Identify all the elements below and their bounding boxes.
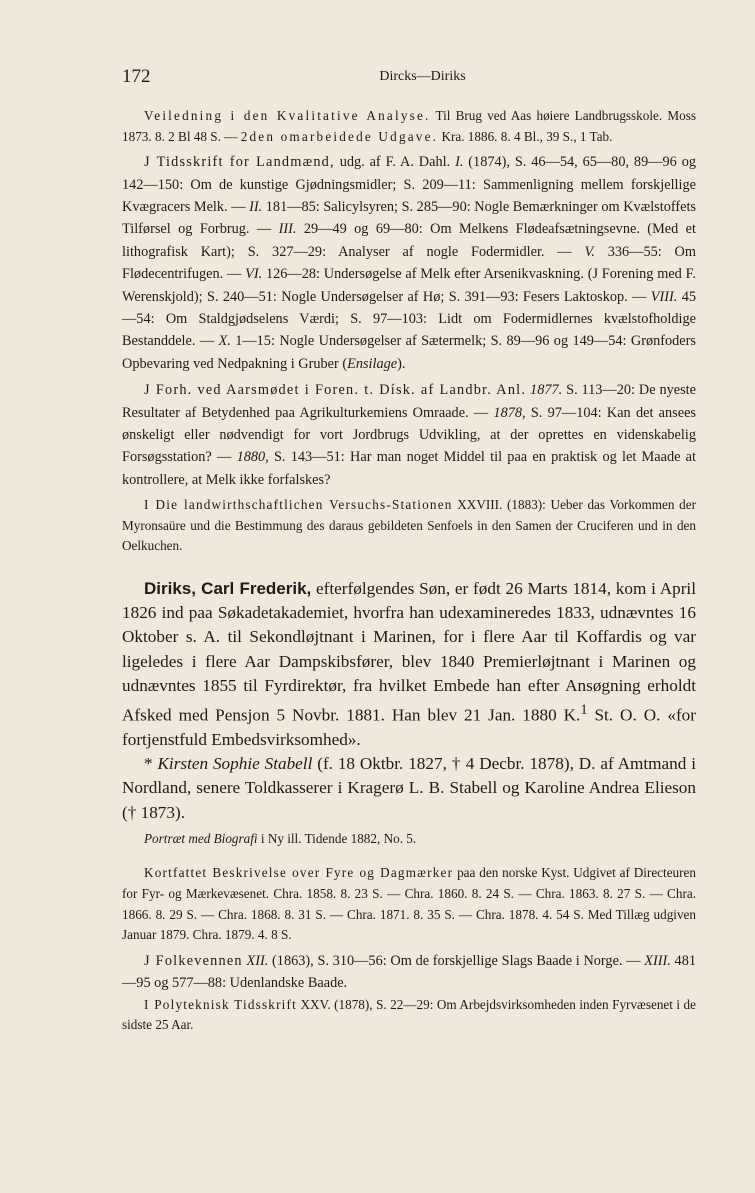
work-title: Kortfattet Beskrivelse over Fyre og Dagmærker [144,865,454,881]
entry-text: S. 97—104: Kan det ansees ønskeligt eller nødvendigt for vort Jordbrugs Udvikling, at der oprettes en videnskabelig Forsøgsstation? — [122,404,696,466]
page-header [122,66,693,90]
journal-title: J Forh. ved Aarsmødet i Foren. t. Dísk. af Landbr. Anl. [144,382,527,399]
volume-label: III. [278,221,297,238]
portrait-text: i Ny ill. Tidende 1882, No. 5. [257,830,417,846]
entry-text: 336—55: Om Flødecentrifugen. — [122,243,697,283]
volume-label: II. [249,199,263,215]
entry-text: ). [397,355,406,372]
work-text: paa den norske Kyst. Udgivet af Directeuren for Fyr- og Mærkevæsenet. Chra. 1858. 8. 23 S. — Chra. 1860. 8. 24 S. — Chra. 1863. 8. 27 S. — Chra. 1866. 8. 29 S. — Chra. 1868. 8. 31 S. — Chra. 1871. 8. 35 S. — Chra. 1878. 4. 54 S. Med Tillæg udgiven Januar 1879. Chra. 1879. 4. 8 S. [122,865,696,943]
work-text: XXV. (1878), S. 22—29: Om Arbejdsvirksomheden inden Fyrvæsenet i de sidste 25 Aar. [122,996,696,1033]
entry-kvalitative-analyse [122,106,696,147]
page-number: 172 [122,66,151,87]
entry-text: S. 113—20: De nyeste Resultater af Betydenhed paa Agrikulturkemiens Omraade. — [122,382,697,421]
year-label: 1880, [236,449,269,466]
journal-title: J Tidsskrift for Landmænd, [144,154,335,171]
biography-carl-frederik-diriks [122,577,696,752]
volume-label: V. [584,243,595,260]
work-fyre-dagmaerker [122,863,696,945]
work-polyteknisk [122,995,696,1036]
work-folkevennen [122,950,696,995]
entry-text: 181—85: Salicylsyren; S. 285—90: Nogle Bemærkninger om Kvælstoffets Tilførsel og Forbrug. — [122,199,697,238]
volume-label: VI. [245,266,263,283]
person-name: Diriks, Carl Frederik, [144,579,312,599]
entry-aarsmodet [122,379,696,491]
bio-text: efterfølgendes Søn, er født 26 Marts 1814, kom i April 1826 ind paa Søkadetakademiet, hvorfra han udexamineredes 1833, udnævntes 16 Oktober s. A. til Sekondløjtnant i Marinen, for i flere Aar til Koffardis og var ligeledes i flere Aar Dampskibsfører, blev 1840 Premierløjtnant i Marinen og udnævntes 1855 til Fyrdirektør, fra hvilket Embede han efter Ansøgning erholdt Afsked med Pensjon 5 Novbr. 1881. Han blev 21 Jan. 1880 K. [122,579,696,725]
page-body [122,106,696,1036]
journal-title: I Die landwirthschaftlichen Versuchs-Stationen [144,497,453,513]
spouse-text: (f. 18 Oktbr. 1827, † 4 Decbr. 1878), D. af Amtmand i Nordland, senere Toldkasserer i Kragerø L. B. Stabell og Karoline Andrea Elieson († 1873). [122,754,696,822]
work-text: 481—95 og 577—88: Udenlandske Baade. [122,952,696,992]
volume-label: XIII. [644,952,671,969]
entry-text: 29—49 og 69—80: Om Melkens Flødeafsætningsevne. (Med et lithografisk Kart); S. 327—29: Analyser af nogle Fodermidler. — [122,221,696,260]
running-title: Dircks—Diriks [379,69,466,84]
entry-tail: Kra. 1886. 8. 4 Bl., 39 S., 1 Tab. [438,128,613,144]
year-label: 1878, [493,404,526,421]
entry-text: 1—15: Nogle Undersøgelser af Sætermelk; S. 89—96 og 149—54: Grønfoders Opbevaring ved Nedpakning i Gruber ( [122,333,696,372]
spouse-name: Kirsten Sophie Stabell [157,754,313,774]
entry-text: (1874), S. 46—54, 65—80, 89—96 og 142—150: Om de kunstige Gjødningsmidler; S. 209—11: Sammenligning mellem forskjellige Kvægracers Melk. — [122,154,696,215]
ensilage-term: Ensilage [347,355,398,372]
entry-versuchs-stationen [122,495,696,557]
spouse-paragraph [122,752,696,825]
work-text: (1863), S. 310—56: Om de forskjellige Slags Baade i Norge. — [268,952,645,969]
bio-text: St. O. O. «for fortjenstfuld Embedsvirksomhed». [122,705,696,750]
volume-label: X. [218,333,231,350]
entry-tidsskrift-landmaend [122,151,696,375]
entry-text: XXVIII. (1883): Ueber das Vorkommen der Myronsaüre und die Bestimmung des daraus gebildeten Senfoels in den Samen der Cruciferen und in den Oelkuchen. [122,497,697,554]
year-label: 1877. [530,382,563,399]
volume-label: VIII. [650,288,678,305]
journal-title: J Folkevennen [144,952,243,969]
portrait-label: Portræt med Biografi [144,830,258,846]
entry-text: Til Brug ved Aas høiere Landbrugsskole. Moss 1873. 8. 2 Bl 48 S. — [122,108,696,144]
entry-text: udg. af F. A. Dahl. [334,154,456,171]
entry-text: 126—28: Undersøgelse af Melk efter Arsenikvaskning. (J Forening med F. Werenskjold); S. 240—51: Nogle Undersøgelser af Hø; S. 391—93: Fesers Laktoskop. — [122,266,696,305]
journal-title: I Polyteknisk Tidsskrift [144,996,298,1012]
entry-text: 45—54: Om Staldgjødselens Værdi; S. 97—103: Lidt om Fodermidlernes kvælstofholdige Bestanddele. — [122,288,696,350]
entry-text: S. 143—51: Har man noget Middel til paa en praktisk og let Maade at kontrollere, at Melk ikke forfalskes? [122,449,697,488]
volume-label: I. [455,154,464,171]
edition-note: 2den omarbeidede Udgave. [240,128,439,144]
entry-title: Veiledning i den Kvalitative Analyse. [144,108,431,123]
portrait-reference [122,829,696,850]
volume-label: XII. [246,952,269,969]
order-superscript: 1 [580,702,588,719]
spouse-marker: * [144,754,158,774]
